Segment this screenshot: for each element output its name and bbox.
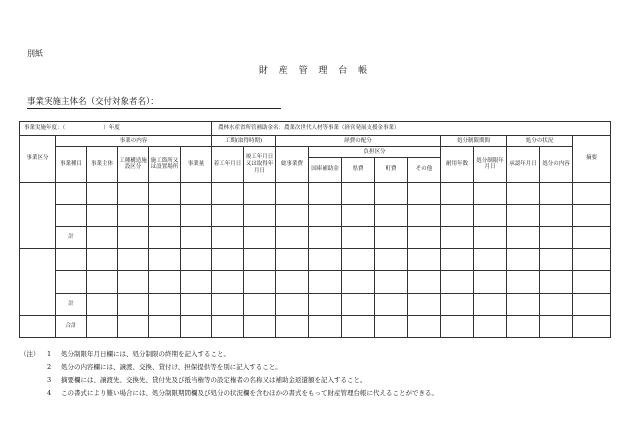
header-other: その他 — [408, 158, 441, 182]
header-location: 施工箇所又は設置場所 — [149, 147, 181, 182]
header-disposal-content: 処分の内容 — [540, 147, 573, 182]
table-row — [20, 249, 611, 271]
grand-total-label: 合計 — [56, 315, 87, 337]
grand-total-spacer — [20, 315, 56, 337]
header-type: 事業種目 — [56, 147, 87, 182]
table-row — [20, 182, 611, 204]
notes-header: （注） — [20, 350, 40, 358]
note-item: 2 処分の内容欄には、譲渡、交換、貸付け、担保提供等を別に記入すること。 — [20, 361, 438, 374]
entity-name-line: 事業実施主体名（交付対象者名）： — [27, 95, 281, 109]
document-title: 財 産 管 理 台 帳 — [258, 66, 372, 76]
table-row — [20, 204, 611, 226]
header-entity: 事業主体 — [87, 147, 118, 182]
note-text: この書式により難い場合には、処分制限期間欄及び処分の状況欄を含むほかの書式をもって財産管理台帳に代えることができる。 — [61, 389, 438, 397]
fiscal-year-label: 事業実施年度：（ — [24, 125, 66, 132]
fiscal-year-suffix: ）年度 — [103, 125, 120, 132]
note-text: 摘要欄には、譲渡先、交換先、貸付先及び抵当権等の設定権者の名称又は補助金返還額を記入すること。 — [61, 376, 367, 384]
subtotal-row — [20, 293, 611, 315]
header-disposal-limit: 処分制限期間 — [441, 136, 507, 147]
header-total-cost: 総事業費 — [276, 147, 309, 182]
header-period: 工期(取得時期) — [212, 136, 276, 147]
header-funding: 経費の配分 — [276, 136, 441, 147]
attachment-label: 別紙 — [27, 49, 43, 58]
header-completion-date: 竣工年月日又は取得年月日 — [244, 147, 276, 182]
header-national-subsidy: 国庫補助金 — [309, 158, 342, 182]
note-text: 処分制限年月日欄には、処分制限の終期を記入すること。 — [61, 350, 230, 358]
category-cell-2 — [20, 249, 56, 316]
header-category: 事業区分 — [20, 136, 56, 182]
fiscal-year-cell — [20, 122, 212, 136]
header-burden: 負担区分 — [309, 147, 441, 158]
note-item: 3 摘要欄には、譲渡先、交換先、貸付先及び抵当権等の設定権者の名称又は補助金返還額を記入すること。 — [20, 374, 438, 387]
subsidy-program-cell: 農林水産省所管補助金名：農業次世代人材等事業（経営発展支援金事業） — [212, 122, 611, 136]
header-useful-years: 耐用年数 — [441, 147, 474, 182]
header-start-date: 着工年月日 — [212, 147, 244, 182]
header-remarks: 摘要 — [573, 136, 611, 182]
subtotal-label-2: 計 — [56, 293, 87, 315]
header-quantity: 事業量 — [181, 147, 212, 182]
subtotal-row — [20, 226, 611, 248]
notes-section — [20, 348, 438, 400]
header-content: 事業の内容 — [56, 136, 212, 147]
header-town-cost: 町費 — [375, 158, 408, 182]
header-prefecture-cost: 県費 — [342, 158, 375, 182]
grand-total-row — [20, 315, 611, 337]
note-item: （注） 1 処分制限年月日欄には、処分制限の終期を記入すること。 — [20, 348, 438, 361]
header-structure: 工種構造施設区分 — [118, 147, 149, 182]
category-cell-1 — [20, 182, 56, 249]
header-disposal-status: 処分の状況 — [507, 136, 573, 147]
property-ledger-table — [19, 121, 611, 338]
table-row — [20, 271, 611, 293]
header-limit-date: 処分制限年月日 — [474, 147, 507, 182]
subtotal-label-1: 計 — [56, 226, 87, 248]
note-item: 4 この書式により難い場合には、処分制限期間欄及び処分の状況欄を含むほかの書式をもって財産管理台帳に代えることができる。 — [20, 387, 438, 400]
note-text: 処分の内容欄には、譲渡、交換、貸付け、担保提供等を別に記入すること。 — [61, 363, 282, 371]
header-approval-date: 承認年月日 — [507, 147, 540, 182]
